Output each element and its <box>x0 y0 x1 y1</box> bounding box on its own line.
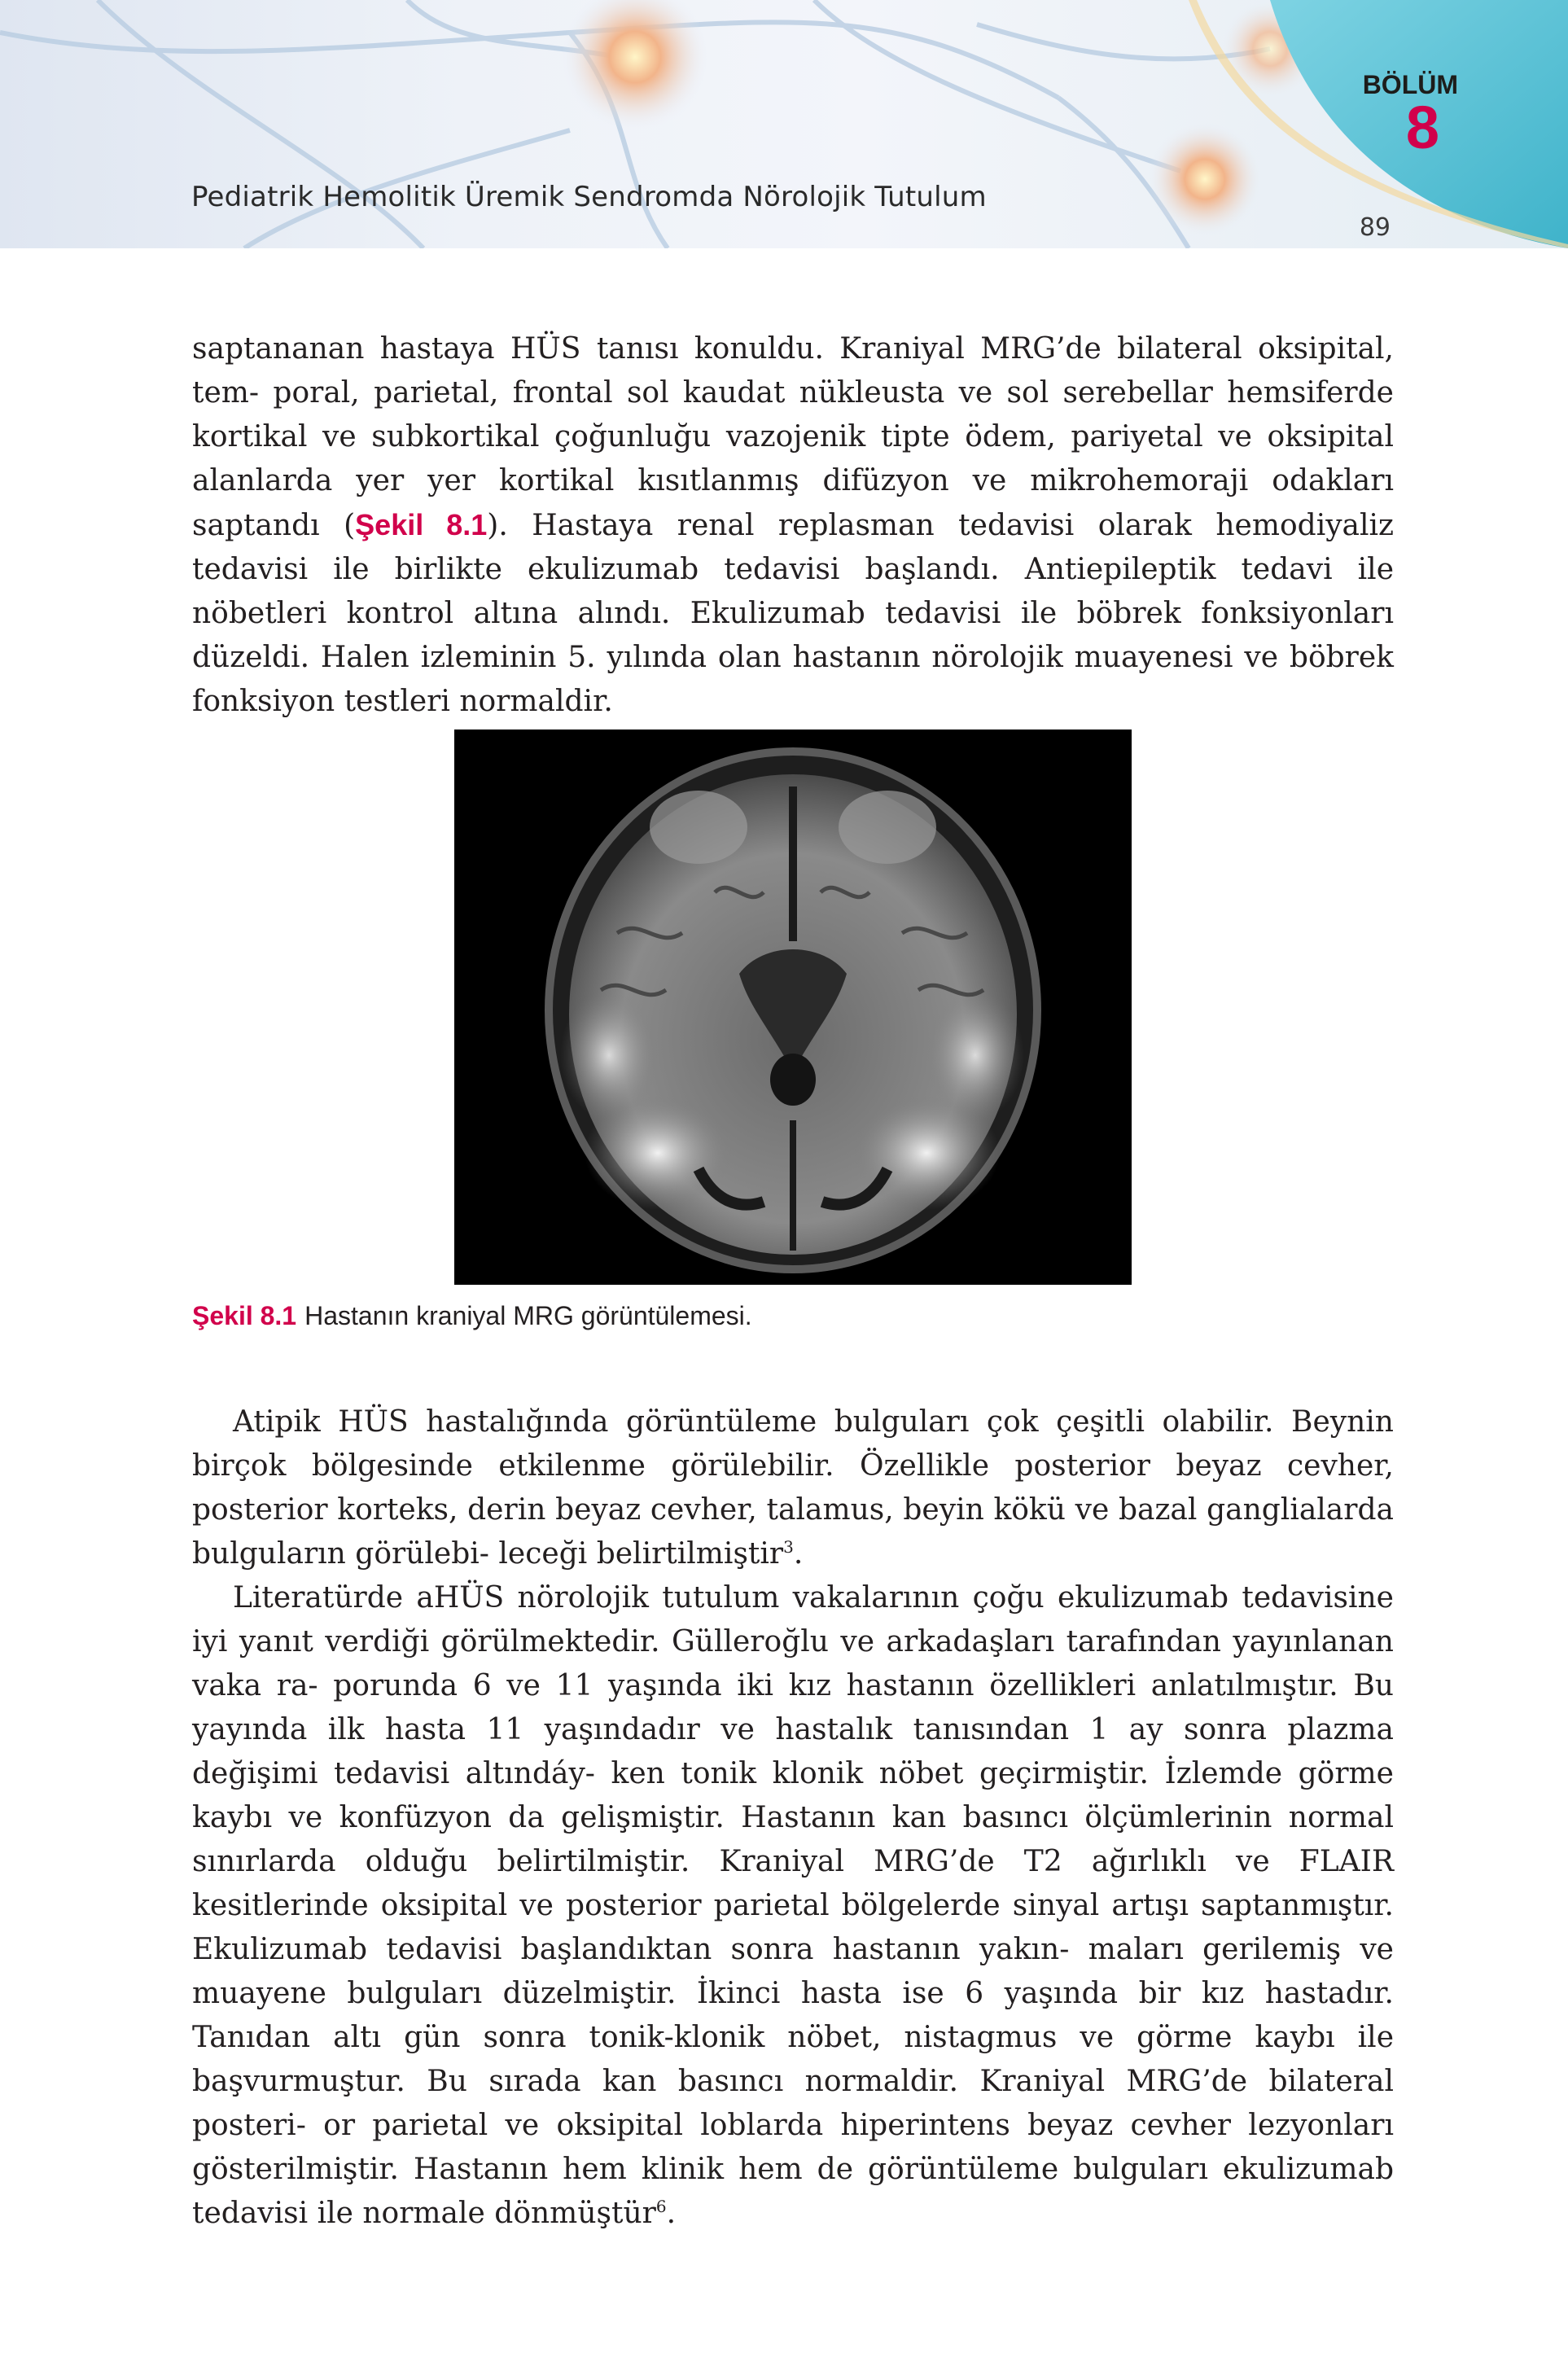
citation-reference: 3 <box>783 1537 794 1557</box>
text-line: muayenesi ve böbrek fonksiyon testleri normaldir. <box>192 641 1394 718</box>
chapter-number: 8 <box>1405 94 1439 161</box>
text-line: leceği belirtilmiştir <box>498 1537 784 1571</box>
text-line: . <box>666 2197 677 2230</box>
text-line: Atipik HÜS hastalığında görüntüleme bulguları çok çeşitli olabilir. Beynin birçok <box>192 1405 1394 1483</box>
citation-reference: 6 <box>655 2197 667 2216</box>
text-line: dönmüştür <box>494 2197 656 2230</box>
text-line: poral, parietal, frontal sol kaudat nükleusta ve sol serebellar hemsiferde kortikal ve <box>192 376 1394 453</box>
text-line: başlandı. Antiepileptik tedavi ile nöbetleri kontrol altına alındı. Ekulizumab tedavisi <box>192 553 1394 630</box>
text-line: Hastanın kan basıncı ölçümlerinin normal sınırlarda olduğu belirtilmiştir. Kraniyal <box>192 1801 1394 1878</box>
figure-caption-text: Hastanın kraniyal MRG görüntülemesi. <box>304 1301 752 1330</box>
text-line: renal replasman tedavisi olarak hemodiyaliz tedavisi ile birlikte ekulizumab tedavisi <box>192 509 1394 586</box>
figure-reference-link[interactable]: Şekil 8.1 <box>355 508 488 541</box>
text-line: hastadır. Tanıdan altı gün sonra tonik-klonik nöbet, nistagmus ve görme kaybı ile <box>192 1977 1394 2054</box>
figure-label: Şekil 8.1 <box>192 1301 297 1330</box>
text-line: yanıt verdiği görülmektedir. Gülleroğlu ve arkadaşları tarafından yayınlanan vaka ra- <box>192 1625 1394 1702</box>
text-line: MRG’de T2 ağırlıklı ve FLAIR kesitlerinde oksipital ve posterior parietal bölgelerde <box>192 1845 1395 1922</box>
intro-paragraph <box>192 327 1394 724</box>
text-line: maları gerilemiş ve muayene bulguları düzelmiştir. İkinci hasta ise 6 yaşında bir kız <box>192 1933 1394 2010</box>
text-line: or parietal ve oksipital loblarda hiperintens beyaz cevher lezyonları gösterilmiştir. <box>192 2109 1394 2186</box>
text-line: porunda 6 ve 11 yaşında iki kız hastanın özellikleri anlatılmıştır. Bu yayında ilk hasta <box>192 1669 1394 1746</box>
figure-caption <box>192 1301 752 1331</box>
text-line: derin beyaz cevher, talamus, beyin kökü ve bazal ganglialarda bulguların görülebi- <box>192 1493 1394 1571</box>
page-header <box>0 0 1568 248</box>
running-title: Pediatrik Hemolitik Üremik Sendromda Nörolojik Tutulum <box>191 181 987 213</box>
text-line: ile böbrek fonksiyonları düzeldi. Halen izleminin 5. yılında olan hastanın nörolojik <box>192 597 1394 674</box>
text-line: 11 yaşındadır ve hastalık tanısından 1 ay sonra plazma değişimi tedavisi altındáy- <box>192 1713 1394 1790</box>
body-paragraphs <box>192 1400 1394 2236</box>
text-line: kortikal kısıtlanmış difüzyon ve mikrohemoraji odakları saptandı ( <box>192 464 1394 542</box>
mri-figure <box>454 730 1132 1285</box>
chapter-label: BÖLÜM <box>1362 70 1458 99</box>
page-number: 89 <box>1359 213 1391 242</box>
paragraph-text <box>192 327 1394 724</box>
paragraph-text <box>192 1400 1394 1576</box>
text-line: Literatürde aHÜS nörolojik tutulum vakalarının çoğu ekulizumab tedavisine iyi <box>192 1581 1394 1658</box>
text-line: ken tonik klonik nöbet geçirmiştir. İzlemde görme kaybı ve konfüzyon da gelişmiştir. <box>192 1757 1394 1834</box>
text-line: bölgesinde etkilenme görülebilir. Özellikle posterior beyaz cevher, posterior korteks, <box>192 1449 1394 1527</box>
brain-mri-image <box>454 730 1132 1285</box>
text-line: subkortikal çoğunluğu vazojenik tipte ödem, pariyetal ve oksipital alanlarda yer yer <box>192 420 1394 497</box>
text-line: başvurmuştur. Bu sırada kan basıncı normaldir. Kraniyal MRG’de bilateral posteri- <box>192 2065 1394 2142</box>
text-line: sinyal artışı saptanmıştır. Ekulizumab tedavisi başlandıktan sonra hastanın yakın- <box>192 1889 1394 1966</box>
text-line: saptananan hastaya HÜS tanısı konuldu. Kraniyal MRG’de bilateral oksipital, tem- <box>192 332 1394 410</box>
text-line: Hastanın hem klinik hem de görüntüleme bulguları ekulizumab tedavisi ile normale <box>192 2153 1394 2230</box>
text-line: ). Hastaya <box>487 509 654 542</box>
text-line: . <box>793 1537 804 1571</box>
paragraph-text <box>192 1576 1394 2236</box>
